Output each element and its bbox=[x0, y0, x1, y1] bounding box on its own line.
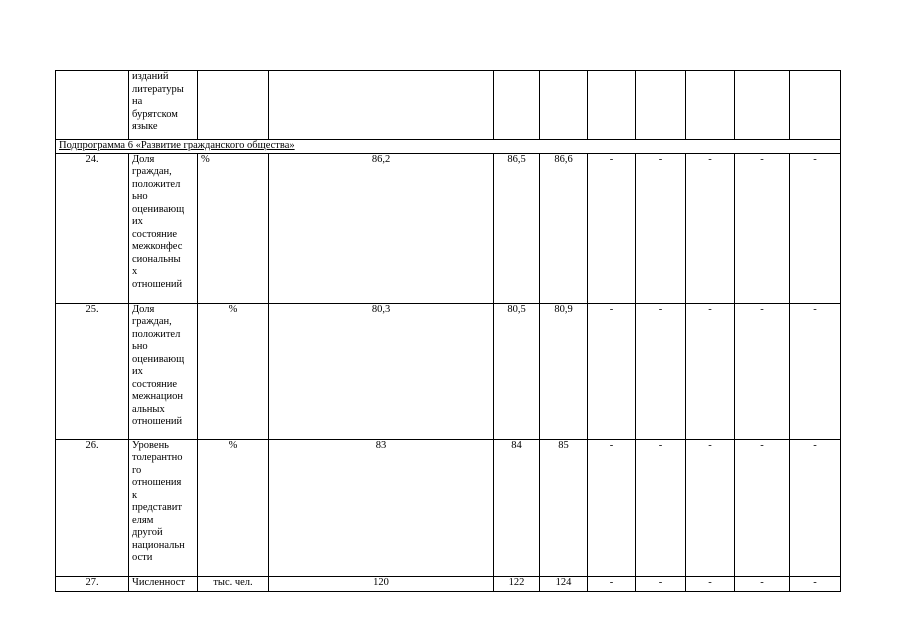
cell-value-3 bbox=[540, 71, 588, 140]
cell-num: 27. bbox=[56, 576, 129, 591]
cell-value-4: - bbox=[588, 439, 636, 576]
cell-value-5: - bbox=[636, 153, 686, 303]
cell-value-6: - bbox=[686, 153, 735, 303]
cell-label: Доля граждан, положител ьно оценивающ их состояние межнацион альных отношений bbox=[129, 303, 198, 439]
cell-value-1: 83 bbox=[269, 439, 494, 576]
cell-value-6: - bbox=[686, 439, 735, 576]
cell-value-3: 85 bbox=[540, 439, 588, 576]
cell-value-7 bbox=[735, 71, 790, 140]
table-row bbox=[56, 303, 841, 439]
table-row-continuation bbox=[56, 71, 841, 140]
cell-unit: % bbox=[198, 303, 269, 439]
cell-label: Численност bbox=[129, 576, 198, 591]
cell-num: 25. bbox=[56, 303, 129, 439]
cell-value-3: 80,9 bbox=[540, 303, 588, 439]
cell-value-7: - bbox=[735, 576, 790, 591]
cell-value-4: - bbox=[588, 153, 636, 303]
cell-value-6: - bbox=[686, 576, 735, 591]
subprogram-header-row bbox=[56, 140, 841, 154]
table-row bbox=[56, 439, 841, 576]
cell-value-8: - bbox=[790, 439, 841, 576]
cell-label: изданий литературы на бурятском языке bbox=[129, 71, 198, 140]
subprogram-title: Подпрограмма 6 «Развитие гражданского общества» bbox=[56, 140, 841, 154]
cell-label: Уровень толерантно го отношения к представит елям другой национальн ости bbox=[129, 439, 198, 576]
cell-value-1: 86,2 bbox=[269, 153, 494, 303]
cell-value-5 bbox=[636, 71, 686, 140]
indicator-table bbox=[55, 70, 841, 592]
cell-unit: % bbox=[198, 153, 269, 303]
cell-value-8 bbox=[790, 71, 841, 140]
cell-value-4 bbox=[588, 71, 636, 140]
table-row bbox=[56, 576, 841, 591]
cell-value-7: - bbox=[735, 303, 790, 439]
cell-value-2: 122 bbox=[494, 576, 540, 591]
cell-num: 24. bbox=[56, 153, 129, 303]
cell-value-2 bbox=[494, 71, 540, 140]
cell-value-2: 80,5 bbox=[494, 303, 540, 439]
cell-value-8: - bbox=[790, 576, 841, 591]
cell-value-8: - bbox=[790, 153, 841, 303]
cell-value-4: - bbox=[588, 576, 636, 591]
cell-value-6 bbox=[686, 71, 735, 140]
cell-value-4: - bbox=[588, 303, 636, 439]
cell-value-5: - bbox=[636, 303, 686, 439]
cell-value-3: 124 bbox=[540, 576, 588, 591]
cell-value-3: 86,6 bbox=[540, 153, 588, 303]
cell-value-6: - bbox=[686, 303, 735, 439]
cell-label: Доля граждан, положител ьно оценивающ их состояние межконфес сиональны х отношений bbox=[129, 153, 198, 303]
cell-value-5: - bbox=[636, 576, 686, 591]
cell-unit: тыс. чел. bbox=[198, 576, 269, 591]
cell-value-7: - bbox=[735, 153, 790, 303]
cell-value-8: - bbox=[790, 303, 841, 439]
cell-value-5: - bbox=[636, 439, 686, 576]
cell-value-7: - bbox=[735, 439, 790, 576]
cell-unit bbox=[198, 71, 269, 140]
table-row bbox=[56, 153, 841, 303]
cell-value-1: 80,3 bbox=[269, 303, 494, 439]
cell-value-1 bbox=[269, 71, 494, 140]
cell-num bbox=[56, 71, 129, 140]
cell-value-2: 84 bbox=[494, 439, 540, 576]
cell-num: 26. bbox=[56, 439, 129, 576]
cell-value-2: 86,5 bbox=[494, 153, 540, 303]
cell-value-1: 120 bbox=[269, 576, 494, 591]
cell-unit: % bbox=[198, 439, 269, 576]
